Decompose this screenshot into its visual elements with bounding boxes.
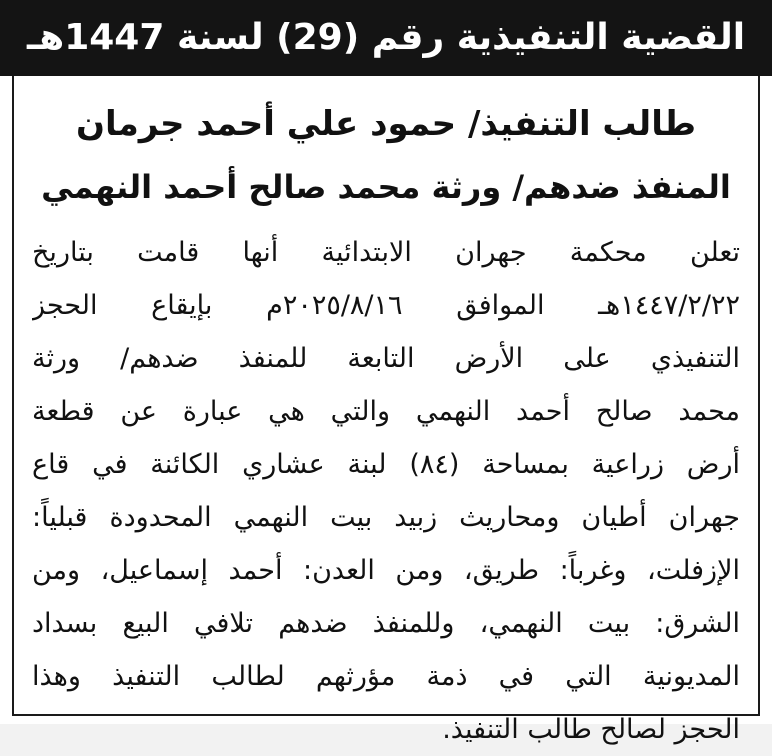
notice-line: المديونية التي في ذمة مؤرثهم لطالب التنفيذ وهذا <box>32 661 740 692</box>
notice-line: محمد صالح أحمد النهمي والتي هي عبارة عن قطعة <box>32 396 740 427</box>
notice-panel <box>12 76 760 745</box>
notice-line: جهران أطيان ومحاريث زبيد بيت النهمي المحدودة قبلياً: <box>32 502 740 533</box>
notice-line: الإزفلت، وغرباً: طريق، ومن العدن: أحمد إسماعيل، ومن <box>32 555 740 586</box>
notice-line: الحجز لصالح طالب التنفيذ. <box>442 714 740 745</box>
notice-line: تعلن محكمة جهران الابتدائية أنها قامت بتاريخ <box>32 237 740 268</box>
notice-line: ١٤٤٧/٢/٢٢هـ الموافق ٢٠٢٥/٨/١٦م بإيقاع الحجز <box>32 290 740 321</box>
notice-line: التنفيذي على الأرض التابعة للمنفذ ضدهم/ ورثة <box>32 343 740 374</box>
notice-body <box>32 226 740 756</box>
notice-line: الشرق: بيت النهمي، وللمنفذ ضدهم تلافي البيع بسداد <box>32 608 740 639</box>
respondent-line: المنفذ ضدهم/ ورثة محمد صالح أحمد النهمي <box>41 168 731 206</box>
case-title: القضية التنفيذية رقم (29) لسنة 1447هـ <box>26 17 746 58</box>
claimant-line: طالب التنفيذ/ حمود علي أحمد جرمان <box>76 104 696 144</box>
header-bar <box>0 0 772 76</box>
notice-line: أرض زراعية بمساحة (٨٤) لبنة عشاري الكائنة في قاع <box>32 449 740 480</box>
